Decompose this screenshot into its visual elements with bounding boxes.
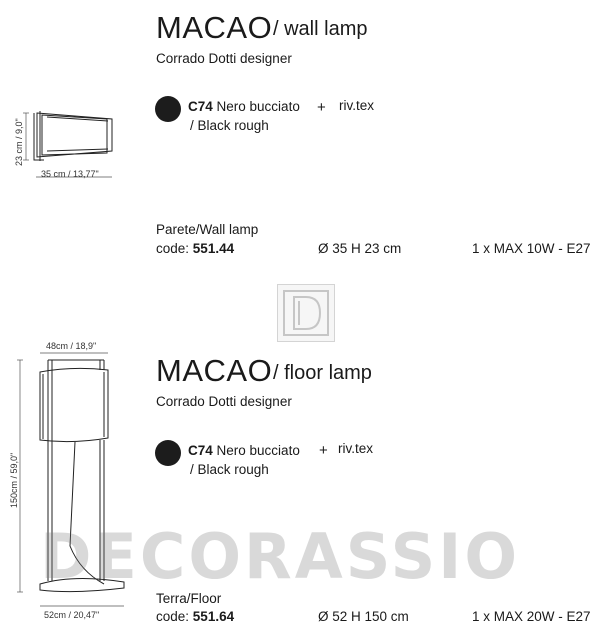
wall-color-name: Nero bucciato: [216, 99, 300, 114]
floor-code-label: code:: [156, 609, 190, 624]
floor-dim-base: 52cm / 20,47": [44, 610, 100, 620]
wall-color-swatch: [155, 96, 181, 122]
wall-designer: Corrado Dotti designer: [156, 51, 292, 66]
wall-color-name-en: / Black rough: [190, 118, 269, 133]
floor-plus-sign: +: [319, 442, 328, 459]
wall-dim-width: 35 cm / 13,77": [41, 169, 99, 179]
floor-dim-shade: 48cm / 18,9": [46, 341, 97, 351]
d-logo-icon: [278, 285, 334, 341]
floor-color-code: C74: [188, 443, 213, 458]
wall-code: 551.44: [192, 241, 235, 256]
floor-category: Terra/Floor: [156, 591, 222, 606]
floor-code: 551.64: [192, 609, 235, 624]
wall-color-code: C74: [188, 99, 213, 114]
floor-code-line: [156, 609, 234, 624]
wall-product-type: / wall lamp: [273, 18, 368, 40]
floor-dim-height: 150cm / 59,0": [9, 452, 19, 508]
wall-dim-height: 23 cm / 9,0": [14, 118, 24, 166]
wall-code-label: code:: [156, 241, 190, 256]
floor-color-name-en: / Black rough: [190, 462, 269, 477]
floor-finish: riv.tex: [338, 441, 374, 456]
wall-color-line: [188, 98, 300, 116]
floor-product-name: MACAO: [156, 353, 273, 388]
floor-product-type: / floor lamp: [273, 362, 372, 384]
wall-code-line: [156, 241, 234, 256]
floor-color-swatch: [155, 440, 181, 466]
wall-product-name: MACAO: [156, 10, 273, 45]
floor-color-line: [188, 442, 300, 460]
wall-finish: riv.tex: [339, 98, 375, 113]
wall-bulb: 1 x MAX 10W - E27: [472, 241, 591, 256]
decorassio-watermark: DECORASSIO: [40, 520, 521, 593]
brand-logo-watermark: [277, 284, 335, 342]
floor-color-name: Nero bucciato: [216, 443, 300, 458]
wall-category: Parete/Wall lamp: [156, 222, 259, 237]
floor-designer: Corrado Dotti designer: [156, 394, 292, 409]
floor-bulb: 1 x MAX 20W - E27: [472, 609, 591, 624]
wall-plus-sign: +: [317, 99, 326, 116]
wall-dimensions: Ø 35 H 23 cm: [318, 241, 402, 256]
floor-dimensions: Ø 52 H 150 cm: [318, 609, 409, 624]
